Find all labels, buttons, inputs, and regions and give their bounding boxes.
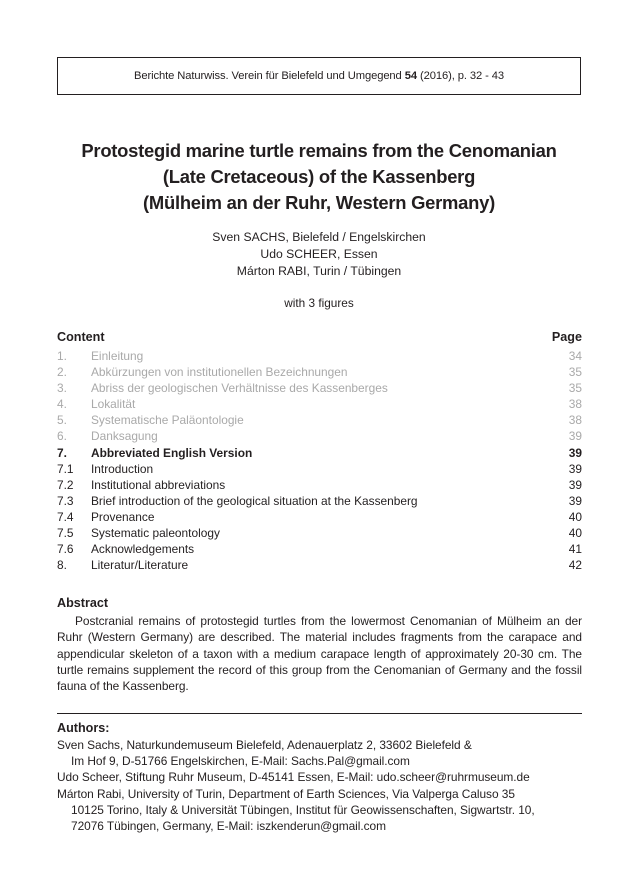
toc-entry[interactable] [57,477,582,493]
author-entry-line: Sven Sachs, Naturkundemuseum Bielefeld, Adenauerplatz 2, 33602 Bielefeld & [57,738,472,752]
toc-entry-label: Systematische Paläontologie [91,413,244,428]
page-title [57,138,581,216]
journal-citation-prefix: Berichte Naturwiss. Verein für Bielefeld und Umgegend [133,70,405,82]
title-line-2: (Late Cretaceous) of the Kassenberg [162,166,476,188]
byline-author-1: Sven SACHS, Bielefeld / Engelskirchen [212,230,426,244]
toc-entry-number: 4. [57,397,67,412]
author-entry-line: 10125 Torino, Italy & Universität Tübingen, Institut für Geowissenschaften, Sigwartstr. 10, [71,802,535,817]
toc-row-list [57,348,582,573]
toc-entry-page: 41 [568,542,582,557]
toc-entry-label: Literatur/Literature [91,558,189,573]
author-entry-line: Udo Scheer, Stiftung Ruhr Museum, D-45141 Essen, E-Mail: udo.scheer@ruhrmuseum.de [57,770,530,785]
toc-entry[interactable] [57,509,582,525]
author-entry-list [57,737,582,834]
toc-entry-page: 40 [568,526,582,541]
table-of-contents [57,330,582,573]
toc-entry-number: 7.6 [57,542,74,557]
toc-header-content: Content [57,330,105,344]
title-line-1: Protostegid marine turtle remains from the Cenomanian [81,140,557,162]
toc-entry-label: Abbreviated English Version [91,445,253,460]
toc-entry-page: 39 [568,429,582,444]
abstract-body: Postcranial remains of protostegid turtles from the lowermost Cenomanian of Mülheim an der Ruhr (Western Germany) are described. The material includes fragments from the carapace and appendicular skeleton of a taxon with a medium carapace length of approximately 20-30 cm. The turtle remains supplement the record of this group from the Cenomanian of Germany and the fossil fauna of the Kassenberg. [57,614,582,694]
author-entry [57,786,582,835]
byline-author-3: Márton RABI, Turin / Tübingen [236,264,402,278]
author-entry-line: Márton Rabi, University of Turin, Department of Earth Sciences, Via Valperga Caluso 35 [57,786,515,801]
toc-entry[interactable] [57,412,582,428]
toc-entry[interactable] [57,541,582,557]
toc-entry-number: 8. [57,558,67,573]
toc-entry-page: 35 [568,381,582,396]
title-line-3: (Mülheim an der Ruhr, Western Germany) [143,192,495,214]
toc-entry-number: 6. [57,429,67,444]
toc-header-row [57,330,582,344]
authors-section [57,721,582,834]
toc-entry-label: Abkürzungen von institutionellen Bezeichnungen [91,365,348,380]
toc-entry-page: 38 [568,397,582,412]
journal-citation-box [57,57,581,95]
toc-entry-label: Provenance [91,509,155,524]
journal-citation-text [134,70,504,82]
toc-entry-number: 1. [57,349,67,363]
toc-header-page: Page [551,330,582,344]
toc-entry-page: 35 [568,365,582,380]
toc-entry[interactable] [57,380,582,396]
author-entry [57,737,582,769]
toc-entry-page: 39 [568,461,582,476]
toc-entry[interactable] [57,461,582,477]
toc-entry-page: 39 [568,445,582,460]
toc-entry-label: Lokalität [91,397,136,412]
toc-entry-label: Abriss der geologischen Verhältnisse des Kassenberges [91,381,388,396]
toc-entry-number: 5. [57,413,67,428]
toc-entry[interactable] [57,428,582,444]
toc-entry-number: 7.2 [57,477,74,492]
author-byline [57,229,581,280]
byline-author-2: Udo SCHEER, Essen [260,247,378,261]
toc-entry-number: 2. [57,365,67,380]
toc-entry-label: Introduction [91,461,154,476]
toc-entry-page: 42 [568,558,582,573]
author-entry [57,769,582,785]
toc-entry[interactable] [57,557,582,573]
toc-entry[interactable] [57,493,582,509]
toc-entry-number: 7.4 [57,509,74,524]
journal-citation-volume: 54 [404,70,417,82]
toc-entry-label: Acknowledgements [91,542,195,557]
toc-entry-number: 7.5 [57,526,74,541]
toc-entry-label: Einleitung [91,349,144,363]
journal-citation-suffix: (2016), p. 32 - 43 [416,70,504,82]
toc-entry[interactable] [57,348,582,364]
toc-entry-page: 39 [568,477,582,492]
toc-entry[interactable] [57,364,582,380]
toc-entry[interactable] [57,396,582,412]
toc-entry-label: Institutional abbreviations [91,477,226,492]
abstract-heading: Abstract [57,596,109,610]
toc-entry-label: Danksagung [91,429,158,444]
toc-entry[interactable] [57,445,582,461]
toc-entry-page: 34 [568,349,582,363]
toc-entry-label: Brief introduction of the geological situation at the Kassenberg [91,493,418,508]
author-entry-line: Im Hof 9, D-51766 Engelskirchen, E-Mail: Sachs.Pal@gmail.com [71,754,410,769]
authors-divider [57,713,582,714]
toc-entry-page: 40 [568,509,582,524]
toc-entry-number: 7.3 [57,493,74,508]
toc-entry-page: 38 [568,413,582,428]
authors-heading: Authors: [57,721,110,735]
toc-entry-number: 7. [57,445,67,460]
author-entry-line: 72076 Tübingen, Germany, E-Mail: iszkenderun@gmail.com [71,819,386,834]
toc-entry[interactable] [57,525,582,541]
toc-entry-page: 39 [568,493,582,508]
figures-note: with 3 figures [284,296,354,310]
toc-entry-label: Systematic paleontology [91,526,220,541]
toc-entry-number: 3. [57,381,67,396]
toc-entry-number: 7.1 [57,461,74,476]
abstract-section [57,596,582,694]
